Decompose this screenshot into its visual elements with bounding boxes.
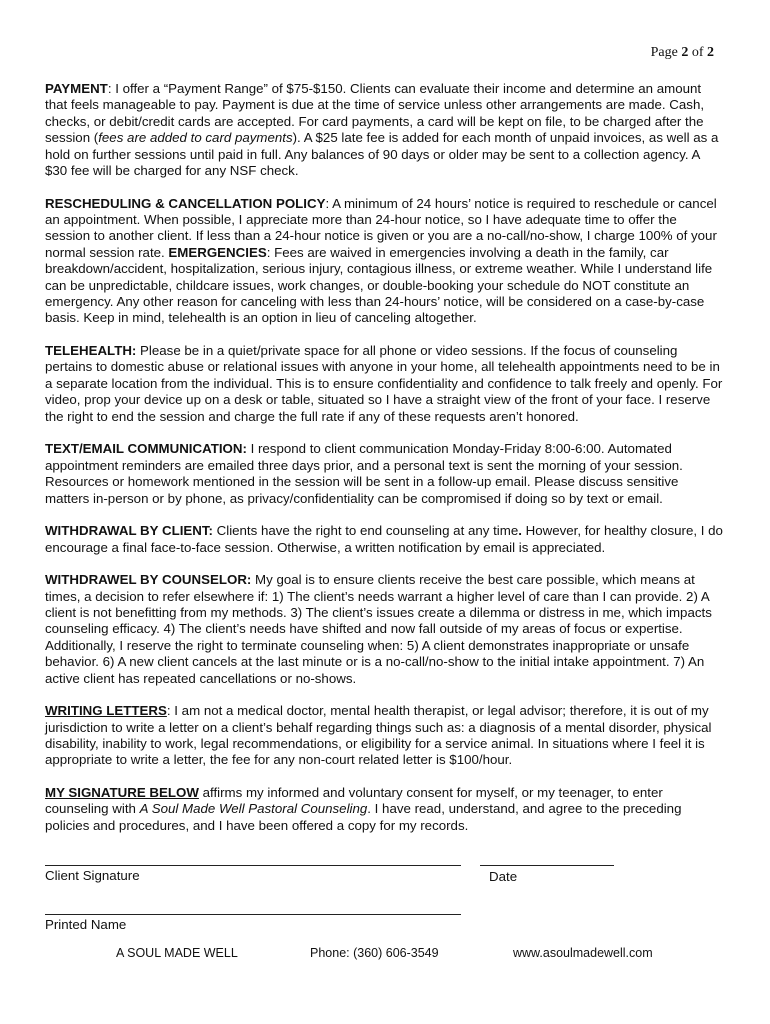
telehealth-paragraph	[45, 343, 725, 425]
text-email-heading: TEXT/EMAIL COMMUNICATION:	[45, 441, 247, 457]
payment-text-2: ). A $25 late fee is added for each month of unpaid invoices, as well as a hold on further sessions until paid in full. Any balances of 90 days or older may be sent to a collection agency. A $30 fee will be charged for any NSF check.	[45, 130, 719, 179]
page-total: 2	[707, 45, 714, 60]
withdrawal-client-text: Clients have the right to end counseling at any time	[212, 523, 519, 539]
withdrawel-counselor-paragraph	[45, 572, 725, 687]
emergencies-text: : Fees are waived in emergencies involving a death in the family, car breakdown/accident, hospitalization, serious injury, contagious illness, or extreme weather. While I understand life can be unpredictable, childcare issues, work changes, or double-booking your schedule do NOT constitute an emergency. Any other reason for canceling with less than 24-hours’ notice, will be considered on a case-by-case basis. Keep in mind, telehealth is an option in lieu of canceling altogether.	[45, 244, 713, 326]
writing-letters-paragraph	[45, 703, 725, 769]
printed-name-label: Printed Name	[45, 917, 127, 932]
withdrawal-client-paragraph	[45, 523, 725, 556]
text-email-paragraph	[45, 441, 725, 507]
withdrawal-client-period: .	[518, 523, 522, 539]
client-signature-label: Client Signature	[45, 868, 140, 883]
signature-text: affirms my informed and voluntary consent for myself, or my teenager, to enter counseling with	[45, 784, 663, 817]
writing-letters-text: : I am not a medical doctor, mental health therapist, or legal advisor; therefore, it is out of my jurisdiction to write a letter on a client’s behalf regarding things such as: a diagnosis of a mental disorder, physical disability, inability to work, legal recommendations, or eligibility for a service animal. In situations where I feel it is appropriate to write a letter, the fee for any non-court related letter is $100/hour.	[45, 703, 712, 768]
payment-text: : I offer a “Payment Range” of $75-$150. Clients can evaluate their income and determine an amount that feels manageable to pay. Payment is due at the time of service unless other arrangements are made. Cash, checks, or debit/credit cards are accepted. For card payments, a card will be kept on file, to be charged after the session (	[45, 81, 705, 146]
signature-italic: A Soul Made Well Pastoral Counseling	[139, 801, 368, 817]
rescheduling-text: : A minimum of 24 hours’ notice is required to reschedule or cancel an appointment. When possible, I appreciate more than 24-hour notice, so I have adequate time to offer the session to another client. If less than a 24-hour notice is given or you are a no-call/no-show, I charge 100% of your normal session rate.	[45, 195, 717, 260]
footer-website[interactable]: www.asoulmadewell.com	[513, 946, 653, 960]
withdrawel-counselor-heading: WITHDRAWEL BY COUNSELOR:	[45, 572, 252, 588]
page-current: 2	[681, 45, 689, 60]
document-body	[45, 81, 725, 850]
signature-paragraph	[45, 785, 725, 834]
page-of: of	[688, 45, 707, 60]
text-email-text: I respond to client communication Monday-Friday 8:00-6:00. Automated appointment reminders are emailed three days prior, and a personal text is sent the morning of your session. Resources or homework mentioned in the session will be sent in a follow-up email. Please discuss sensitive matters in-person or by phone, as privacy/confidentiality can be compromised if doing so by text or email.	[45, 441, 683, 506]
payment-paragraph	[45, 81, 725, 179]
withdrawal-client-text-2: However, for healthy closure, I do encourage a final face-to-face session. Otherwise, a written notification by email is appreciated.	[45, 523, 723, 555]
page-prefix: Page	[650, 45, 682, 60]
withdrawal-client-heading: WITHDRAWAL BY CLIENT:	[45, 523, 213, 539]
rescheduling-paragraph	[45, 196, 725, 327]
signature-text-2: . I have read, understand, and agree to the preceding policies and procedures, and I have been offered a copy for my records.	[45, 801, 682, 833]
rescheduling-heading: RESCHEDULING & CANCELLATION POLICY	[45, 195, 326, 211]
payment-heading: PAYMENT	[45, 81, 108, 96]
footer-phone: Phone: (360) 606-3549	[310, 946, 439, 960]
payment-italic: fees are added to card payments	[98, 130, 293, 146]
date-line[interactable]	[480, 865, 614, 866]
emergencies-heading: EMERGENCIES	[168, 244, 267, 260]
page-number	[651, 45, 714, 61]
telehealth-text: Please be in a quiet/private space for all phone or video sessions. If the focus of counseling pertains to domestic abuse or relational issues with anyone in your home, all telehealth appointments need to be in a separate location from the individual. This is to ensure confidentiality and confidence to talk freely and openly. For video, prop your device up on a desk or table, situated so I have a straight view of the front of your face. I reserve the right to end the session and charge the full rate if any of these requests aren’t honored.	[45, 343, 723, 424]
writing-letters-heading: WRITING LETTERS	[45, 703, 167, 719]
withdrawel-counselor-text: My goal is to ensure clients receive the best care possible, which means at times, a decision to refer elsewhere if: 1) The client’s needs warrant a higher level of care than I can provide. 2) A client is not benefitting from my methods. 3) The client’s issues create a dilemma or distress in me, which impacts counseling efficacy. 4) The client’s needs have shifted and now fall outside of my areas of focus or expertise. Additionally, I reserve the right to terminate counseling when: 5) A client demonstrates inappropriate or unsafe behavior. 6) A new client cancels at the last minute or is a no-call/no-show to the initial intake appointment. 7) An active client has repeated cancellations or no-shows.	[45, 572, 712, 686]
signature-heading: MY SIGNATURE BELOW	[45, 784, 199, 800]
date-label: Date	[489, 869, 518, 884]
telehealth-heading: TELEHEALTH:	[45, 343, 137, 359]
printed-name-line[interactable]	[45, 914, 461, 915]
footer-business: A SOUL MADE WELL	[116, 946, 238, 960]
client-signature-line[interactable]	[45, 865, 461, 866]
